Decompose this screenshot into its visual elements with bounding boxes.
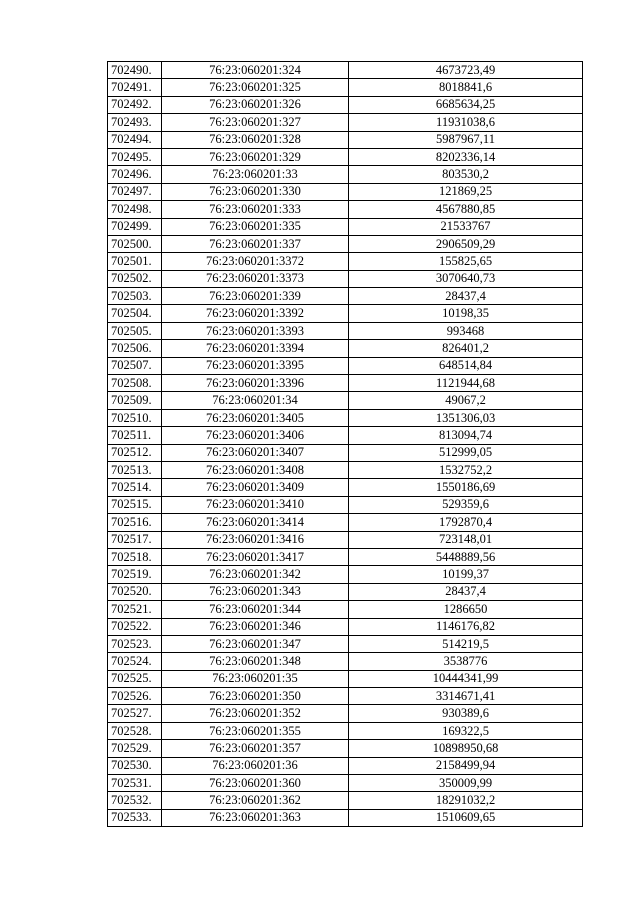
row-number-cell: 702499. — [108, 218, 162, 235]
table-row — [108, 618, 583, 635]
row-number-cell: 702530. — [108, 757, 162, 774]
table-row — [108, 62, 583, 79]
cadastral-number-cell: 76:23:060201:346 — [162, 618, 349, 635]
row-number-cell: 702521. — [108, 601, 162, 618]
row-number-cell: 702502. — [108, 270, 162, 287]
row-number-cell: 702507. — [108, 357, 162, 374]
table-body — [108, 62, 583, 827]
table-row — [108, 131, 583, 148]
table-row — [108, 96, 583, 113]
cadastral-value-cell: 648514,84 — [349, 357, 583, 374]
cadastral-number-cell: 76:23:060201:350 — [162, 688, 349, 705]
cadastral-number-cell: 76:23:060201:324 — [162, 62, 349, 79]
table-row — [108, 775, 583, 792]
cadastral-value-cell: 993468 — [349, 322, 583, 339]
cadastral-value-cell: 169322,5 — [349, 722, 583, 739]
cadastral-number-cell: 76:23:060201:3372 — [162, 253, 349, 270]
cadastral-number-cell: 76:23:060201:326 — [162, 96, 349, 113]
cadastral-value-cell: 514219,5 — [349, 635, 583, 652]
table-row — [108, 288, 583, 305]
cadastral-number-cell: 76:23:060201:347 — [162, 635, 349, 652]
cadastral-number-cell: 76:23:060201:339 — [162, 288, 349, 305]
table-row — [108, 722, 583, 739]
cadastral-value-table — [107, 61, 583, 827]
table-row — [108, 635, 583, 652]
cadastral-value-cell: 512999,05 — [349, 444, 583, 461]
row-number-cell: 702492. — [108, 96, 162, 113]
row-number-cell: 702497. — [108, 183, 162, 200]
cadastral-number-cell: 76:23:060201:3410 — [162, 496, 349, 513]
cadastral-value-cell: 3070640,73 — [349, 270, 583, 287]
cadastral-value-cell: 8202336,14 — [349, 148, 583, 165]
cadastral-value-cell: 11931038,6 — [349, 114, 583, 131]
table-row — [108, 253, 583, 270]
table-row — [108, 409, 583, 426]
cadastral-value-cell: 3538776 — [349, 653, 583, 670]
cadastral-value-cell: 1792870,4 — [349, 514, 583, 531]
cadastral-number-cell: 76:23:060201:3416 — [162, 531, 349, 548]
cadastral-number-cell: 76:23:060201:344 — [162, 601, 349, 618]
cadastral-value-cell: 10898950,68 — [349, 740, 583, 757]
cadastral-value-cell: 121869,25 — [349, 183, 583, 200]
table-row — [108, 688, 583, 705]
row-number-cell: 702517. — [108, 531, 162, 548]
cadastral-value-cell: 3314671,41 — [349, 688, 583, 705]
cadastral-number-cell: 76:23:060201:33 — [162, 166, 349, 183]
cadastral-number-cell: 76:23:060201:335 — [162, 218, 349, 235]
cadastral-number-cell: 76:23:060201:34 — [162, 392, 349, 409]
row-number-cell: 702504. — [108, 305, 162, 322]
cadastral-number-cell: 76:23:060201:337 — [162, 235, 349, 252]
row-number-cell: 702522. — [108, 618, 162, 635]
table-row — [108, 740, 583, 757]
cadastral-number-cell: 76:23:060201:3414 — [162, 514, 349, 531]
table-row — [108, 340, 583, 357]
cadastral-value-cell: 4567880,85 — [349, 201, 583, 218]
cadastral-value-cell: 826401,2 — [349, 340, 583, 357]
cadastral-value-cell: 49067,2 — [349, 392, 583, 409]
row-number-cell: 702490. — [108, 62, 162, 79]
row-number-cell: 702498. — [108, 201, 162, 218]
cadastral-number-cell: 76:23:060201:363 — [162, 809, 349, 826]
table-row — [108, 809, 583, 826]
cadastral-number-cell: 76:23:060201:327 — [162, 114, 349, 131]
cadastral-value-cell: 4673723,49 — [349, 62, 583, 79]
cadastral-value-cell: 1550186,69 — [349, 479, 583, 496]
cadastral-value-cell: 6685634,25 — [349, 96, 583, 113]
cadastral-number-cell: 76:23:060201:3409 — [162, 479, 349, 496]
table-row — [108, 375, 583, 392]
cadastral-value-cell: 155825,65 — [349, 253, 583, 270]
table-row — [108, 479, 583, 496]
table-row — [108, 653, 583, 670]
row-number-cell: 702505. — [108, 322, 162, 339]
cadastral-number-cell: 76:23:060201:357 — [162, 740, 349, 757]
row-number-cell: 702533. — [108, 809, 162, 826]
cadastral-number-cell: 76:23:060201:35 — [162, 670, 349, 687]
table-row — [108, 583, 583, 600]
cadastral-number-cell: 76:23:060201:333 — [162, 201, 349, 218]
table-row — [108, 757, 583, 774]
cadastral-number-cell: 76:23:060201:3396 — [162, 375, 349, 392]
row-number-cell: 702532. — [108, 792, 162, 809]
cadastral-number-cell: 76:23:060201:328 — [162, 131, 349, 148]
cadastral-value-cell: 1532752,2 — [349, 461, 583, 478]
row-number-cell: 702509. — [108, 392, 162, 409]
cadastral-number-cell: 76:23:060201:329 — [162, 148, 349, 165]
row-number-cell: 702511. — [108, 427, 162, 444]
cadastral-value-cell: 529359,6 — [349, 496, 583, 513]
cadastral-value-cell: 21533767 — [349, 218, 583, 235]
cadastral-number-cell: 76:23:060201:3373 — [162, 270, 349, 287]
cadastral-number-cell: 76:23:060201:325 — [162, 79, 349, 96]
cadastral-value-cell: 1351306,03 — [349, 409, 583, 426]
row-number-cell: 702510. — [108, 409, 162, 426]
cadastral-value-cell: 723148,01 — [349, 531, 583, 548]
row-number-cell: 702506. — [108, 340, 162, 357]
row-number-cell: 702528. — [108, 722, 162, 739]
cadastral-number-cell: 76:23:060201:3394 — [162, 340, 349, 357]
cadastral-number-cell: 76:23:060201:348 — [162, 653, 349, 670]
table-row — [108, 461, 583, 478]
cadastral-value-cell: 350009,99 — [349, 775, 583, 792]
row-number-cell: 702508. — [108, 375, 162, 392]
cadastral-value-cell: 803530,2 — [349, 166, 583, 183]
cadastral-number-cell: 76:23:060201:360 — [162, 775, 349, 792]
table-row — [108, 792, 583, 809]
cadastral-value-cell: 10444341,99 — [349, 670, 583, 687]
row-number-cell: 702526. — [108, 688, 162, 705]
row-number-cell: 702518. — [108, 548, 162, 565]
row-number-cell: 702496. — [108, 166, 162, 183]
cadastral-number-cell: 76:23:060201:330 — [162, 183, 349, 200]
cadastral-number-cell: 76:23:060201:3406 — [162, 427, 349, 444]
cadastral-value-cell: 813094,74 — [349, 427, 583, 444]
cadastral-value-cell: 10199,37 — [349, 566, 583, 583]
cadastral-value-cell: 2906509,29 — [349, 235, 583, 252]
cadastral-number-cell: 76:23:060201:362 — [162, 792, 349, 809]
table-row — [108, 235, 583, 252]
table-row — [108, 514, 583, 531]
table-row — [108, 79, 583, 96]
table-row — [108, 496, 583, 513]
row-number-cell: 702493. — [108, 114, 162, 131]
cadastral-number-cell: 76:23:060201:36 — [162, 757, 349, 774]
table-row — [108, 183, 583, 200]
row-number-cell: 702494. — [108, 131, 162, 148]
cadastral-number-cell: 76:23:060201:352 — [162, 705, 349, 722]
cadastral-value-cell: 18291032,2 — [349, 792, 583, 809]
table-row — [108, 392, 583, 409]
row-number-cell: 702495. — [108, 148, 162, 165]
row-number-cell: 702503. — [108, 288, 162, 305]
cadastral-value-cell: 1121944,68 — [349, 375, 583, 392]
row-number-cell: 702523. — [108, 635, 162, 652]
table-row — [108, 705, 583, 722]
table-row — [108, 601, 583, 618]
table-row — [108, 548, 583, 565]
cadastral-value-cell: 930389,6 — [349, 705, 583, 722]
table-row — [108, 270, 583, 287]
row-number-cell: 702524. — [108, 653, 162, 670]
row-number-cell: 702514. — [108, 479, 162, 496]
cadastral-number-cell: 76:23:060201:343 — [162, 583, 349, 600]
row-number-cell: 702513. — [108, 461, 162, 478]
cadastral-value-cell: 1286650 — [349, 601, 583, 618]
row-number-cell: 702500. — [108, 235, 162, 252]
table-row — [108, 114, 583, 131]
table-row — [108, 322, 583, 339]
cadastral-number-cell: 76:23:060201:3407 — [162, 444, 349, 461]
row-number-cell: 702527. — [108, 705, 162, 722]
row-number-cell: 702525. — [108, 670, 162, 687]
table-row — [108, 444, 583, 461]
table-row — [108, 166, 583, 183]
cadastral-value-cell: 28437,4 — [349, 288, 583, 305]
cadastral-number-cell: 76:23:060201:342 — [162, 566, 349, 583]
table-row — [108, 218, 583, 235]
table-row — [108, 305, 583, 322]
cadastral-number-cell: 76:23:060201:3417 — [162, 548, 349, 565]
row-number-cell: 702519. — [108, 566, 162, 583]
row-number-cell: 702531. — [108, 775, 162, 792]
row-number-cell: 702501. — [108, 253, 162, 270]
table-row — [108, 670, 583, 687]
table-row — [108, 566, 583, 583]
table-row — [108, 148, 583, 165]
cadastral-number-cell: 76:23:060201:3395 — [162, 357, 349, 374]
cadastral-number-cell: 76:23:060201:3393 — [162, 322, 349, 339]
row-number-cell: 702512. — [108, 444, 162, 461]
cadastral-value-cell: 5448889,56 — [349, 548, 583, 565]
table-row — [108, 201, 583, 218]
row-number-cell: 702520. — [108, 583, 162, 600]
cadastral-value-cell: 2158499,94 — [349, 757, 583, 774]
cadastral-value-cell: 5987967,11 — [349, 131, 583, 148]
cadastral-number-cell: 76:23:060201:3405 — [162, 409, 349, 426]
row-number-cell: 702515. — [108, 496, 162, 513]
row-number-cell: 702529. — [108, 740, 162, 757]
cadastral-number-cell: 76:23:060201:355 — [162, 722, 349, 739]
cadastral-value-cell: 1146176,82 — [349, 618, 583, 635]
table-row — [108, 531, 583, 548]
cadastral-value-cell: 8018841,6 — [349, 79, 583, 96]
row-number-cell: 702516. — [108, 514, 162, 531]
row-number-cell: 702491. — [108, 79, 162, 96]
cadastral-value-cell: 10198,35 — [349, 305, 583, 322]
table-row — [108, 357, 583, 374]
cadastral-number-cell: 76:23:060201:3392 — [162, 305, 349, 322]
table-row — [108, 427, 583, 444]
cadastral-number-cell: 76:23:060201:3408 — [162, 461, 349, 478]
cadastral-value-cell: 1510609,65 — [349, 809, 583, 826]
cadastral-value-cell: 28437,4 — [349, 583, 583, 600]
